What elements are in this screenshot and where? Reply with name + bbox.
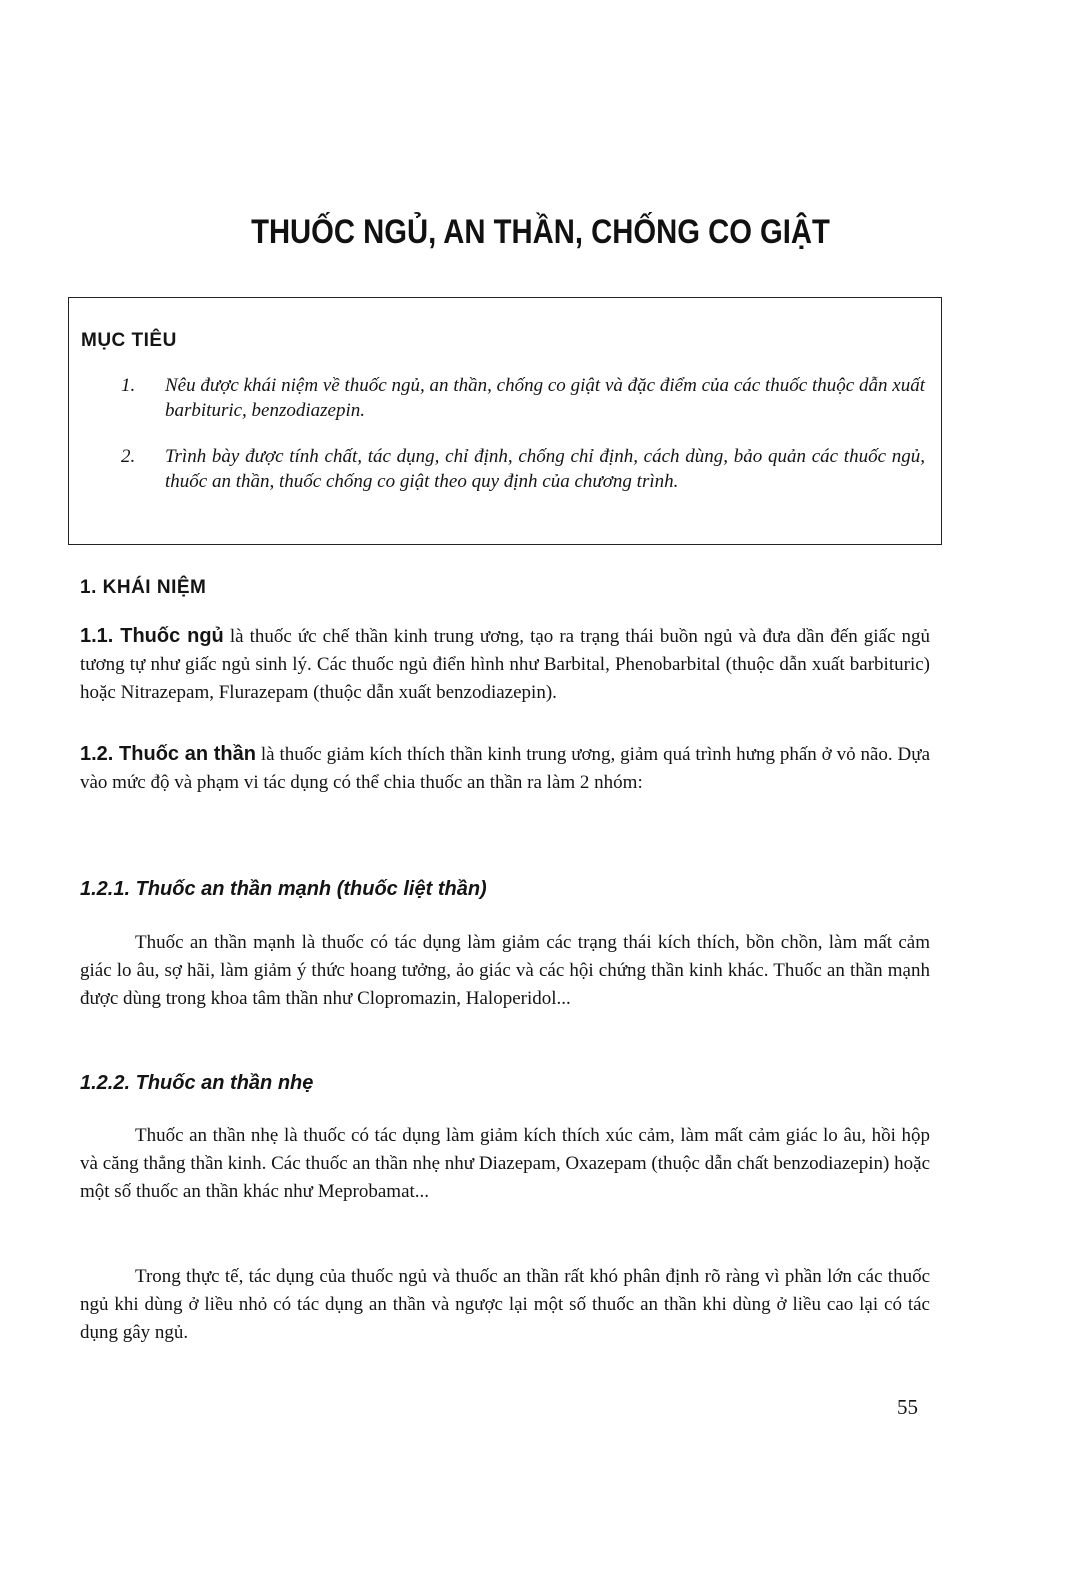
paragraph-mild-sedatives: Thuốc an thần nhẹ là thuốc có tác dụng làm giảm kích thích xúc cảm, làm mất cảm giác lo âu, hồi hộp và căng thẳng thần kinh. Các thuốc an thần nhẹ như Diazepam, Oxazepam (thuộc dẫn chất benzodiazepin) hoặc một số thuốc an thần khác như Meprobamat... xyxy=(80,1125,930,1202)
paragraph-text: là thuốc giảm kích thích thần kinh trung ương, giảm quá trình hưng phấn ở vỏ não. Dựa vào mức độ và phạm vi tác dụng có thể chia thuốc an thần ra làm 2 nhóm: xyxy=(80,744,931,793)
objective-item xyxy=(121,373,925,423)
objective-item xyxy=(121,444,925,494)
chapter-title: THUỐC NGỦ, AN THẦN, CHỐNG CO GIẬT xyxy=(251,213,830,251)
objective-number: 2. xyxy=(121,446,136,467)
paragraph-sleeping-pills xyxy=(80,622,930,707)
paragraph-closing: Trong thực tế, tác dụng của thuốc ngủ và thuốc an thần rất khó phân định rõ ràng vì phần lớn các thuốc ngủ khi dùng ở liều nhỏ có tác dụng an thần và ngược lại một số thuốc an thần khi dùng ở liều cao lại có tác dụng gây ngủ. xyxy=(80,1266,930,1343)
paragraph-strong-sedatives: Thuốc an thần mạnh là thuốc có tác dụng làm giảm các trạng thái kích thích, bồn chồn, làm mất cảm giác lo âu, sợ hãi, làm giảm ý thức hoang tưởng, ảo giác và các hội chứng thần kinh khác. Thuốc an thần mạnh được dùng trong khoa tâm thần như Clopromazin, Haloperidol... xyxy=(80,932,930,1009)
objectives-heading: MỤC TIÊU xyxy=(81,330,177,351)
objective-number: 1. xyxy=(121,375,136,396)
paragraph-text: là thuốc ức chế thần kinh trung ương, tạo ra trạng thái buồn ngủ và đưa dần đến giấc ngủ tương tự như giấc ngủ sinh lý. Các thuốc ngủ điển hình như Barbital, Phenobarbital (thuộc dẫn xuất barbituric) hoặc Nitrazepam, Flurazepam (thuộc dẫn xuất benzodiazepin). xyxy=(80,626,930,703)
subsection-heading: 1.2.1. Thuốc an thần mạnh (thuốc liệt thần) xyxy=(80,878,487,900)
subsection-lead: 1.2. Thuốc an thần xyxy=(80,743,256,765)
subsection-lead: 1.1. Thuốc ngủ xyxy=(80,625,224,647)
objectives-box xyxy=(68,297,942,545)
section-heading: 1. KHÁI NIỆM xyxy=(80,577,207,598)
objective-text: Trình bày được tính chất, tác dụng, chỉ định, chống chỉ định, cách dùng, bảo quản các thuốc ngủ, thuốc an thần, thuốc chống co giật theo quy định của chương trình. xyxy=(165,446,925,492)
paragraph-sedatives xyxy=(80,740,930,797)
objective-text: Nêu được khái niệm về thuốc ngủ, an thần, chống co giật và đặc điểm của các thuốc thuộc dẫn xuất barbituric, benzodiazepin. xyxy=(165,375,925,421)
subsection-heading: 1.2.2. Thuốc an thần nhẹ xyxy=(80,1072,314,1094)
page-number: 55 xyxy=(897,1395,918,1419)
